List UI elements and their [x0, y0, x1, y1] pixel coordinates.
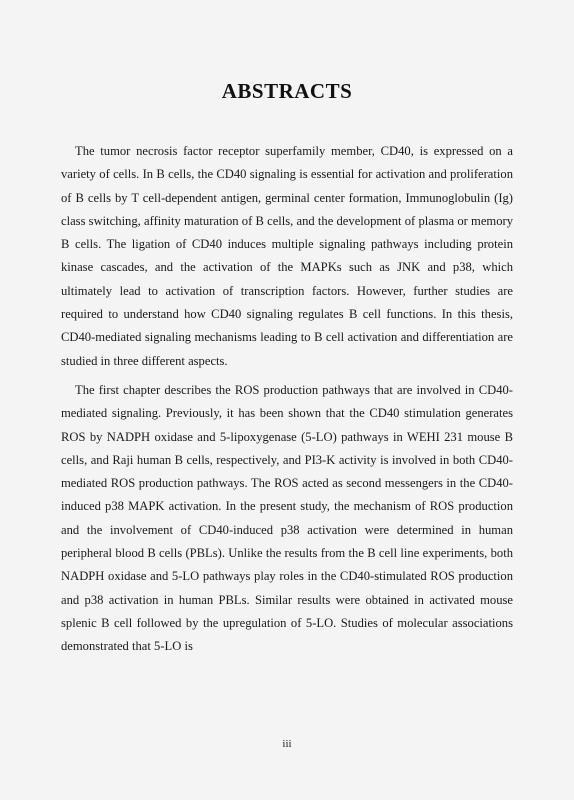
abstract-body — [61, 140, 513, 665]
page-title: ABSTRACTS — [221, 79, 353, 104]
abstract-paragraph-2: The first chapter describes the ROS production pathways that are involved in CD40-mediated signaling. Previously, it has been shown that the CD40 stimulation generates ROS by NADPH oxidase and 5-lipoxygenase (5-LO) pathways in WEHI 231 mouse B cells, and Raji human B cells, respectively, and PI3-K activity is involved in both CD40-mediated ROS production pathways. The ROS acted as second messengers in the CD40-induced p38 MAPK activation. In the present study, the mechanism of ROS production and the involvement of CD40-induced p38 activation were determined in human peripheral blood B cells (PBLs). Unlike the results from the B cell line experiments, both NADPH oxidase and 5-LO pathways play roles in the CD40-stimulated ROS production and p38 activation in human PBLs. Similar results were obtained in activated mouse splenic B cell followed by the upregulation of 5-LO. Studies of molecular associations demonstrated that 5-LO is — [61, 382, 513, 654]
page-number: iii — [282, 738, 292, 750]
abstract-paragraph-1: The tumor necrosis factor receptor superfamily member, CD40, is expressed on a variety of cells. In B cells, the CD40 signaling is essential for activation and proliferation of B cells by T cell-dependent antigen, germinal center formation, Immunoglobulin (Ig) class switching, affinity maturation of B cells, and the development of plasma or memory B cells. The ligation of CD40 induces multiple signaling pathways including protein kinase cascades, and the activation of the MAPKs such as JNK and p38, which ultimately lead to activation of transcription factors. However, further studies are required to understand how CD40 signaling regulates B cell functions. In this thesis, CD40-mediated signaling mechanisms leading to B cell activation and differentiation are studied in three different aspects. — [61, 144, 513, 368]
